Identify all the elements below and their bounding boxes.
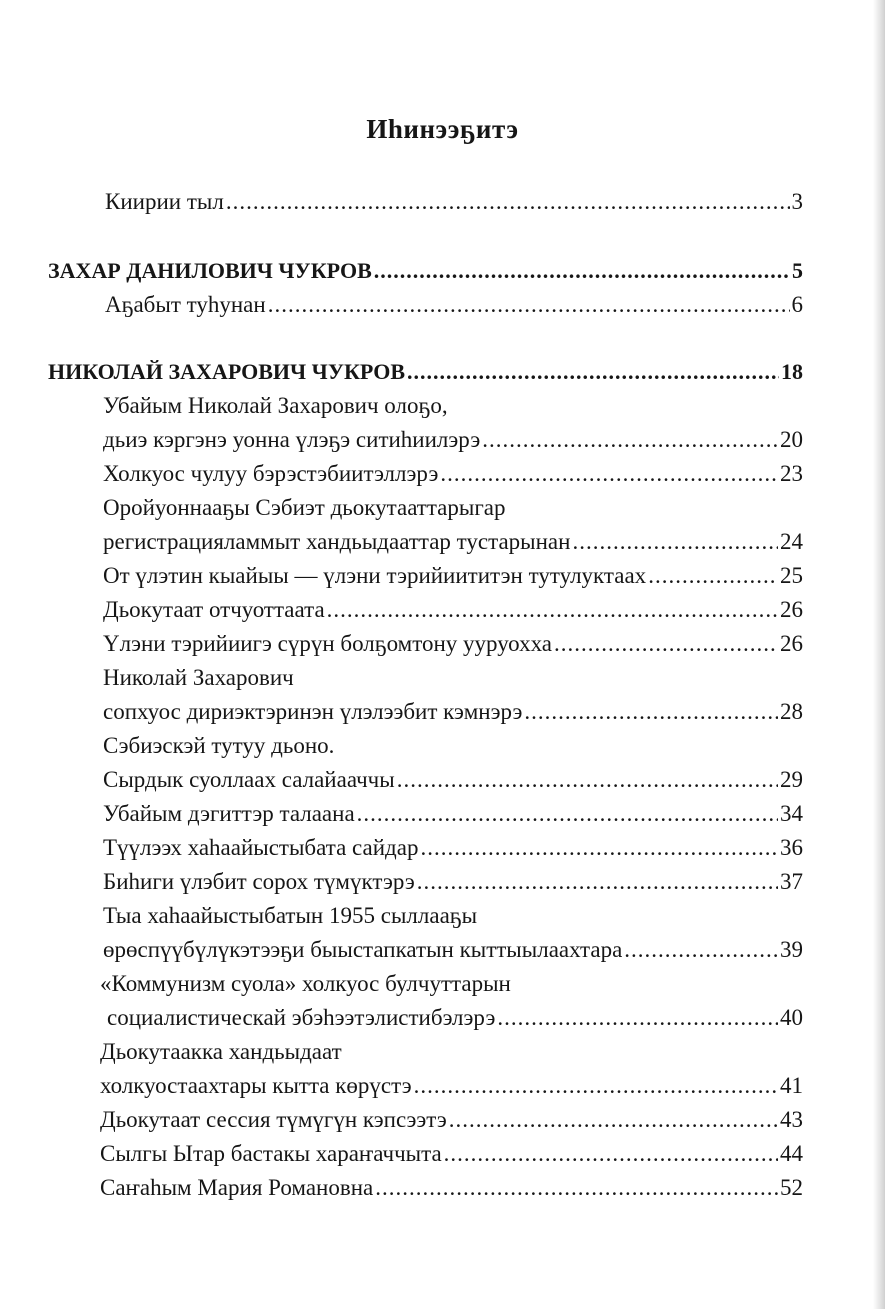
toc-entry xyxy=(103,930,803,964)
page-title: Иhинээҕитэ xyxy=(366,114,519,144)
toc-entry-text: Аҕабыт туhунан xyxy=(105,292,266,317)
dot-leader xyxy=(226,188,790,216)
toc-entry xyxy=(103,760,803,794)
toc-entry-page: 39 xyxy=(780,937,803,962)
dot-leader xyxy=(440,460,778,488)
toc-entry-text: дьиэ кэргэнэ уонна үлэҕэ ситиhиилэрэ xyxy=(103,427,481,452)
dot-leader xyxy=(624,936,778,964)
dot-leader xyxy=(482,426,778,454)
dot-leader xyxy=(327,596,778,624)
toc-section-page: 18 xyxy=(781,359,803,384)
toc-entry xyxy=(103,522,803,556)
toc-entry-page: 52 xyxy=(780,1175,803,1200)
dot-leader xyxy=(524,698,778,726)
toc-entry xyxy=(100,1100,803,1134)
toc-entry-text: Түүлээх хаhаайыстыбата сайдар xyxy=(103,835,419,860)
toc-entry xyxy=(103,624,803,658)
toc-entry-page: 36 xyxy=(780,835,803,860)
toc-entry xyxy=(100,1168,803,1202)
toc-entry-text: сопхуос дириэктэринэн үлэлээбит кэмнэрэ xyxy=(103,699,523,724)
toc-entry-text: Холкуос чулуу бэрэстэбиитэллэрэ xyxy=(103,461,439,486)
dot-leader xyxy=(648,562,778,590)
toc-entry-page: 37 xyxy=(780,869,803,894)
toc-entry-text: Дьокутаат сессия түмүгүн кэпсээтэ xyxy=(100,1107,447,1132)
toc-entry-page: 23 xyxy=(780,461,803,486)
toc-entry-page: 3 xyxy=(791,189,803,214)
toc-entry-page: 24 xyxy=(780,529,803,554)
toc-entry-page: 28 xyxy=(780,699,803,724)
toc-entry-text: регистрацияламмыт хандьыдааттар тустарынан xyxy=(103,529,571,554)
dot-leader xyxy=(414,1072,778,1100)
toc-entry-line: Тыа хаhаайыстыбатын 1955 сыллааҕы xyxy=(103,903,478,928)
toc-entry xyxy=(103,828,803,862)
toc-section-zakhar-chukrov xyxy=(48,251,803,285)
toc-entry-page: 26 xyxy=(780,631,803,656)
toc-entry-line: Оройуоннааҕы Сэбиэт дьокутааттарыгар xyxy=(103,495,506,520)
toc-entry xyxy=(103,454,803,488)
dot-leader xyxy=(554,630,778,658)
toc-entry-text: От үлэтин кыайыы — үлэни тэрийиититэн тутулуктаах xyxy=(103,563,647,588)
toc-entry-text: Киирии тыл xyxy=(105,189,224,214)
toc-entry xyxy=(107,998,803,1032)
toc-entry-page: 6 xyxy=(791,292,803,317)
dot-leader xyxy=(268,291,790,319)
toc-entry-about-father xyxy=(105,285,803,319)
toc-entry xyxy=(103,862,803,896)
toc-entry xyxy=(100,1134,803,1168)
toc-entry-page: 20 xyxy=(780,427,803,452)
toc-entry-line: Убайым Николай Захарович олоҕо, xyxy=(103,393,448,418)
dot-leader xyxy=(375,1174,778,1202)
toc-entry-text: Биhиги үлэбит сорох түмүктэрэ xyxy=(103,869,415,894)
toc-entry xyxy=(103,692,803,726)
toc-entry-text: социалистическай эбэhээтэлистибэлэрэ xyxy=(107,1005,496,1030)
toc-entry xyxy=(100,1066,803,1100)
toc-entry-text: Дьокутаат отчуоттаата xyxy=(103,597,325,622)
toc-section-nikolai-chukrov xyxy=(48,352,803,386)
toc-entry xyxy=(103,556,803,590)
toc-entry-line: Николай Захарович xyxy=(103,665,294,690)
toc-entry xyxy=(103,590,803,624)
toc-entry xyxy=(103,420,803,454)
dot-leader xyxy=(357,800,778,828)
toc-entry-page: 34 xyxy=(780,801,803,826)
dot-leader xyxy=(444,1140,778,1168)
dot-leader xyxy=(397,766,778,794)
toc-section-text: НИКОЛАЙ ЗАХАРОВИЧ ЧУКРОВ xyxy=(48,359,406,384)
dot-leader xyxy=(374,257,790,285)
toc-section-page: 5 xyxy=(792,258,803,283)
toc-entry-text: Сылгы Ытар бастакы хараҥаччыта xyxy=(100,1141,442,1166)
toc-entry-preface xyxy=(105,182,803,216)
toc-entry-text: холкуостаахтары кытта көрүстэ xyxy=(100,1073,412,1098)
toc-section-text: ЗАХАР ДАНИЛОВИЧ ЧУКРОВ xyxy=(48,258,372,283)
toc-entry-page: 44 xyxy=(780,1141,803,1166)
toc-entry-text: Саҥаhым Мария Романовна xyxy=(100,1175,374,1200)
toc-entry-text: Убайым дэгиттэр талаана xyxy=(103,801,355,826)
toc-entry-page: 41 xyxy=(780,1073,803,1098)
dot-leader xyxy=(420,834,778,862)
dot-leader xyxy=(572,528,778,556)
toc-entry xyxy=(103,794,803,828)
dot-leader xyxy=(449,1106,778,1134)
toc-entry-page: 43 xyxy=(780,1107,803,1132)
toc-entry-line: Дьокутаакка хандьыдаат xyxy=(100,1039,342,1064)
toc-entry-page: 29 xyxy=(780,767,803,792)
toc-entry-text: Үлэни тэрийиигэ сүрүн болҕомтону ууруохха xyxy=(103,631,552,656)
toc-entry-text: Сырдык суоллаах салайааччы xyxy=(103,767,395,792)
toc-entry-line: «Коммунизм суола» холкуос булчуттарын xyxy=(100,971,511,996)
toc-entry-page: 40 xyxy=(780,1005,803,1030)
toc-entry-page: 25 xyxy=(780,563,803,588)
dot-leader xyxy=(497,1004,778,1032)
toc-entry-page: 26 xyxy=(780,597,803,622)
dot-leader xyxy=(417,868,778,896)
dot-leader xyxy=(407,358,779,386)
toc-entry-line: Сэбиэскэй тутуу дьоно. xyxy=(103,733,335,758)
toc-entry-text: өрөспүүбүлүкэтээҕи быыстапкатын кыттыылаахтара xyxy=(103,937,623,962)
